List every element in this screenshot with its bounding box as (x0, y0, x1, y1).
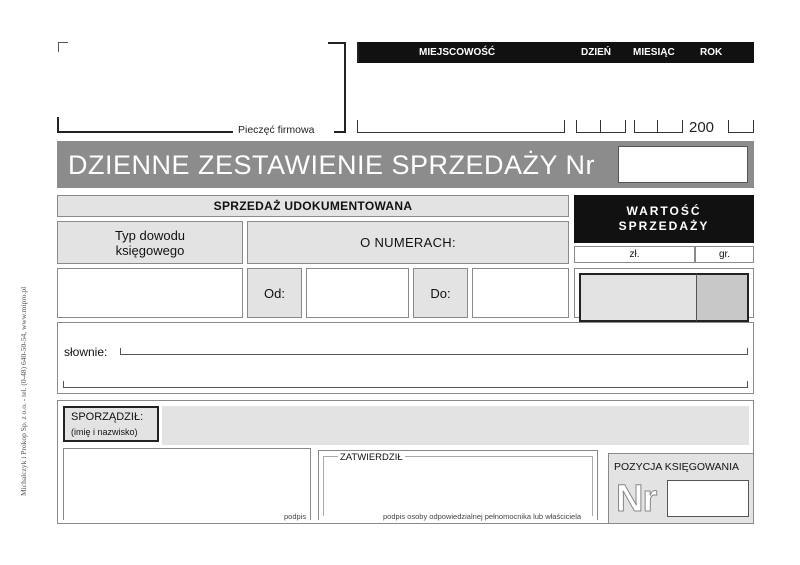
amount-in-words-label: słownie: (64, 345, 108, 359)
day-field-2[interactable] (601, 120, 626, 133)
document-type-header (57, 221, 243, 264)
sales-value-label: WARTOŚĆ SPRZEDAŻY (618, 204, 710, 233)
publisher-side-text-label: Michalczyk i Prokop Sp. z o.o. - tel. (0-48) 640-50-54, www.mipro.pl (19, 286, 28, 496)
document-type-label: Typ dowodu księgowego (114, 227, 186, 258)
approved-sublabel: podpis osoby odpowiedzialnej pełnomocnika lub właściciela (383, 512, 582, 521)
sales-value-header (574, 195, 754, 243)
place-field[interactable] (357, 120, 565, 133)
stamp-label: Pieczęć firmowa (238, 124, 315, 136)
day-field-1[interactable] (576, 120, 601, 133)
month-field-1[interactable] (634, 120, 658, 133)
numbers-header (247, 221, 569, 264)
month-field-2[interactable] (658, 120, 683, 133)
stamp-corner-tr (328, 42, 346, 132)
from-label-cell (247, 268, 302, 318)
ledger-number-field[interactable] (667, 480, 749, 517)
from-number-field[interactable] (306, 268, 409, 318)
publisher-side-text (19, 236, 31, 496)
currency-zl-label: zł. (629, 249, 640, 260)
currency-gr-cell (695, 246, 754, 263)
amount-in-words-line-1[interactable] (120, 348, 748, 355)
stamp-bottom-left-line (57, 117, 233, 133)
to-number-field[interactable] (472, 268, 569, 318)
documented-sales-header (57, 195, 569, 217)
stamp-corner-tl (58, 42, 68, 52)
date-header-left-edge (357, 42, 359, 62)
to-label-cell (413, 268, 468, 318)
sales-value-gr-field[interactable] (696, 273, 749, 322)
page-title: DZIENNE ZESTAWIENIE SPRZEDAŻY Nr (68, 150, 596, 180)
numbers-label: O NUMERACH: (360, 235, 456, 250)
prepared-by-name-field[interactable] (162, 406, 749, 445)
month-header: MIESIĄC (633, 47, 675, 58)
document-type-field[interactable] (57, 268, 243, 318)
to-label: Do: (430, 285, 451, 301)
signature-field[interactable] (63, 448, 311, 520)
year-field[interactable] (728, 120, 754, 133)
documented-sales-label: SPRZEDAŻ UDOKUMENTOWANA (213, 199, 413, 213)
from-label: Od: (264, 285, 285, 301)
sales-value-zl-field[interactable] (579, 273, 696, 322)
prepared-by-label-box (63, 406, 159, 442)
signature-label: podpis (284, 512, 307, 521)
report-number-field[interactable] (618, 146, 748, 183)
ledger-position-label: POZYCJA KSIĘGOWANIA (614, 461, 740, 473)
day-header: DZIEŃ (581, 47, 611, 58)
currency-zl-cell (574, 246, 695, 263)
ledger-nr-label: Nr (616, 478, 657, 520)
date-header-bar (357, 42, 754, 63)
currency-gr-label: gr. (718, 249, 731, 260)
year-prefix: 200 (689, 119, 715, 136)
approved-label: ZATWIERDZIŁ (340, 452, 403, 463)
stamp-bottom-right-line (334, 131, 346, 133)
year-header: ROK (700, 47, 723, 58)
place-header: MIEJSCOWOŚĆ (419, 47, 496, 58)
approved-inner-line (323, 456, 593, 516)
amount-in-words-line-2[interactable] (63, 381, 748, 388)
prepared-by-label: SPORZĄDZIŁ: (71, 411, 144, 423)
prepared-by-sublabel: (imię i nazwisko) (71, 427, 138, 437)
